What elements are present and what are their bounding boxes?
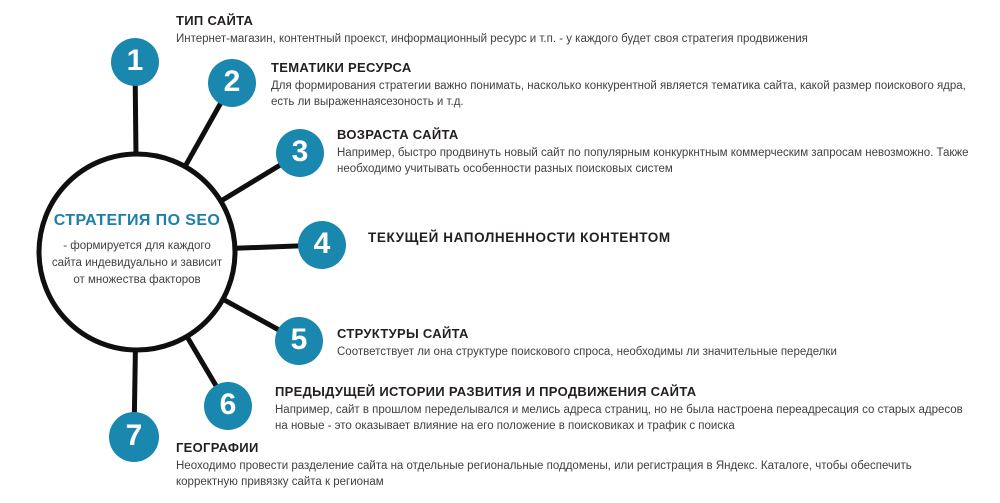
node-circle-1: [111, 38, 159, 86]
node-circle-7: [109, 412, 159, 462]
item-desc-line: Для формирования стратегии важно понимать, насколько конкурентной является тематика сайта, какой размер поискового ядра,: [271, 80, 966, 92]
item-desc-line: на новые - это оказывает влияние на его положение в поисковиках и трафик с поиска: [275, 419, 735, 432]
diagram-subtitle-line: сайта индевидуально и зависит: [51, 257, 223, 269]
item-desc-line: есть ли выраженнаясезоность и т.д.: [271, 95, 464, 108]
item-title: СТРУКТУРЫ САЙТА: [337, 326, 469, 341]
item-title: ТЕМАТИКИ РЕСУРСА: [271, 60, 412, 75]
item-desc-line: необходимо учитывать особенности разных поисковых систем: [337, 162, 673, 175]
node-number: 5: [290, 323, 308, 356]
item-desc-line: корректную привязку сайта к регионам: [176, 475, 384, 488]
central-circle-label: [37, 212, 237, 289]
strategy-item-4: [368, 230, 671, 249]
node-number: 6: [219, 388, 237, 421]
strategy-item-6: [275, 384, 963, 434]
strategy-item-7: [176, 440, 912, 490]
item-title: ВОЗРАСТА САЙТА: [337, 127, 459, 142]
node-circle-4: [298, 221, 346, 269]
item-desc-line: Интернет-магазин, контентный проекст, информационный ресурс и т.п. - у каждого будет своя стратегия продвижения: [176, 33, 808, 45]
node-circle-6: [204, 382, 252, 430]
node-circle-5: [275, 317, 323, 365]
strategy-item-2: [271, 60, 966, 110]
diagram-title: СТРАТЕГИЯ ПО SEO: [53, 212, 221, 229]
node-number: 1: [126, 44, 144, 77]
item-desc-line: Например, сайт в прошлом переделывался и мелись адреса страниц, но не была настроена переадресация со старых адресов: [275, 404, 963, 416]
item-title: ГЕОГРАФИИ: [176, 440, 259, 455]
strategy-item-3: [337, 127, 969, 177]
node-number: 2: [223, 65, 241, 98]
item-desc-line: Соответствует ли она структуре поискового спроса, необходимы ли значительные переделки: [337, 346, 837, 358]
diagram-subtitle-line: - формируется для каждого: [63, 240, 211, 252]
item-title: ТИП САЙТА: [176, 13, 254, 28]
node-number: 3: [291, 135, 309, 168]
item-title: ПРЕДЫДУЩЕЙ ИСТОРИИ РАЗВИТИЯ И ПРОДВИЖЕНИЯ САЙТА: [275, 384, 697, 399]
node-number: 7: [125, 419, 143, 452]
strategy-item-1: [176, 13, 808, 48]
item-title: ТЕКУЩЕЙ НАПОЛНЕННОСТИ КОНТЕНТОМ: [368, 230, 671, 245]
node-number: 4: [313, 227, 331, 260]
item-desc-line: Например, быстро продвинуть новый сайт по популярным конкуркнтным коммерческим запросам невозможно. Также: [337, 147, 969, 159]
node-circle-2: [208, 59, 256, 107]
diagram-subtitle-line: от множества факторов: [73, 274, 201, 286]
diagram-subtitle: [37, 238, 237, 289]
item-desc-line: Неоходимо провести разделение сайта на отдельные региональные поддомены, или регистрация в Яндекс. Каталоге, чтобы обеспечить: [176, 460, 912, 472]
strategy-item-5: [337, 326, 837, 361]
node-circle-3: [276, 129, 324, 177]
